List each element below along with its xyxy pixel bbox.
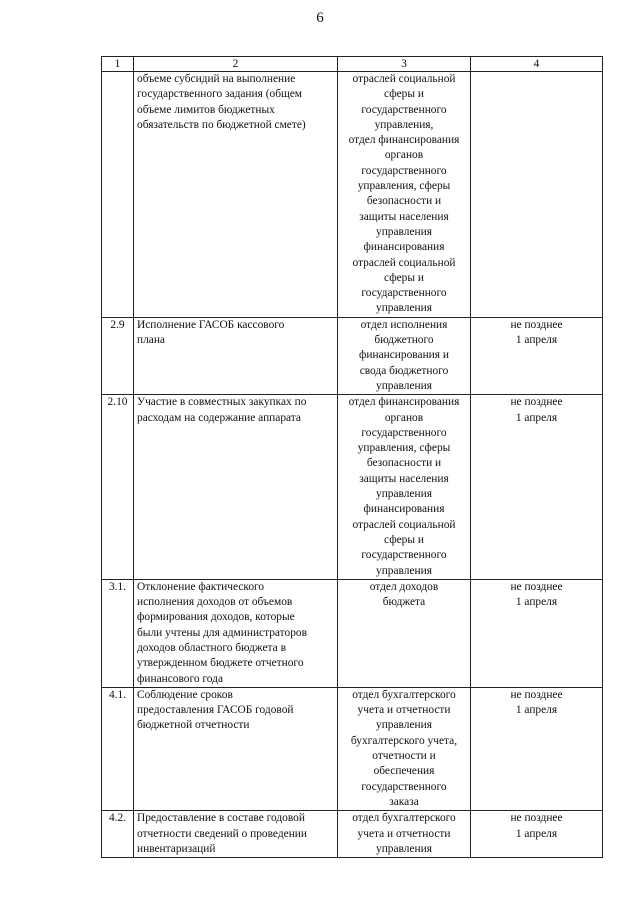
indicator-cell-line: доходов областного бюджета в (137, 641, 286, 654)
indicator-cell (134, 395, 338, 580)
column-header: 4 (471, 57, 603, 72)
deadline-cell-line: 1 апреля (515, 411, 558, 424)
department-cell-line: управления, (374, 118, 434, 131)
indicator-cell-line: исполнения доходов от объемов (137, 596, 293, 609)
indicator-cell-line: Отклонение фактического (137, 580, 265, 593)
indicator-cell-line: объеме субсидий на выполнение (137, 73, 296, 85)
department-cell (338, 317, 471, 394)
row-number: 2.10 (102, 395, 134, 580)
deadline-cell-line: 1 апреля (515, 334, 558, 347)
column-header: 1 (102, 57, 134, 72)
indicator-cell-line: государственного задания (общем (137, 88, 303, 101)
department-cell-line: государственного (361, 549, 447, 562)
department-cell (338, 395, 471, 580)
deadline-cell (471, 687, 603, 810)
table-header-row (102, 57, 603, 72)
table-row (102, 395, 603, 580)
page-number: 6 (316, 10, 324, 26)
department-cell-line: отдел доходов (369, 580, 439, 593)
department-cell-line: управления (376, 719, 432, 732)
department-cell-line: управления (376, 488, 432, 501)
indicator-cell (134, 687, 338, 810)
indicator-cell-line: финансового года (137, 672, 224, 685)
indicator-cell (134, 579, 338, 687)
indicator-cell-line: инвентаризаций (137, 842, 216, 855)
department-cell-line: управления (376, 302, 432, 315)
department-cell-line: безопасности и (366, 195, 442, 208)
department-cell-line: учета и отчетности (357, 704, 451, 717)
department-cell-line: органов (384, 411, 424, 424)
department-cell-line: заказа (389, 795, 419, 808)
column-header: 3 (338, 57, 471, 72)
deadline-cell (471, 579, 603, 687)
indicator-cell-line: расходам на содержание аппарата (137, 411, 301, 424)
row-number (102, 72, 134, 318)
indicator-cell-line: отчетности сведений о проведении (137, 827, 307, 840)
indicator-cell-line: обязательств по бюджетной смете) (137, 118, 306, 131)
department-cell-line: защиты населения (359, 210, 449, 223)
department-cell (338, 579, 471, 687)
department-cell-line: государственного (361, 103, 447, 116)
row-number: 4.2. (102, 811, 134, 858)
table-row (102, 579, 603, 687)
indicator-cell-line: Предоставление в составе годовой (137, 812, 305, 825)
indicator-cell-line: предоставления ГАСОБ годовой (137, 704, 294, 717)
table-row (102, 687, 603, 810)
indicator-cell (134, 317, 338, 394)
department-cell (338, 811, 471, 858)
indicator-cell-line: формирования доходов, которые (137, 611, 295, 624)
indicator-cell-line: были учтены для администраторов (137, 626, 307, 639)
department-cell-line: управления (376, 379, 432, 392)
department-cell-line: отдел финансирования (348, 396, 460, 409)
department-cell-line: финансирования (363, 503, 445, 516)
department-cell-line: финансирования (363, 241, 445, 254)
deadline-cell-line: не позднее (510, 580, 563, 593)
department-cell-line: сферы и (384, 88, 424, 101)
deadline-cell (471, 395, 603, 580)
deadline-cell-line: не позднее (510, 396, 563, 409)
department-cell-line: обеспечения (373, 765, 435, 778)
indicator-cell-line: объеме лимитов бюджетных (137, 103, 275, 116)
indicator-cell-line: Участие в совместных закупках по (137, 396, 307, 409)
indicator-cell-line: бюджетной отчетности (137, 719, 250, 732)
deadline-cell-line: 1 апреля (515, 827, 558, 840)
department-cell-line: бюджета (382, 596, 426, 609)
department-cell-line: отдел финансирования (348, 134, 460, 147)
row-number: 4.1. (102, 687, 134, 810)
department-cell-line: свода бюджетного (359, 364, 449, 377)
department-cell (338, 72, 471, 318)
department-cell-line: органов (384, 149, 424, 162)
department-cell-line: сферы и (384, 271, 424, 284)
indicator-cell-line: Соблюдение сроков (137, 688, 233, 701)
deadline-cell-line: не позднее (510, 688, 563, 701)
department-cell-line: государственного (361, 164, 447, 177)
department-cell-line: государственного (361, 426, 447, 439)
indicator-cell-line: утвержденном бюджете отчетного (137, 657, 304, 670)
department-cell-line: управления (376, 564, 432, 577)
department-cell-line: бюджетного (374, 334, 434, 347)
department-cell-line: отраслей социальной (352, 256, 456, 269)
row-number: 3.1. (102, 579, 134, 687)
department-cell-line: государственного (361, 287, 447, 300)
table-row (102, 317, 603, 394)
department-cell-line: сферы и (384, 533, 424, 546)
column-header: 2 (134, 57, 338, 72)
table-row (102, 811, 603, 858)
deadline-cell-line: 1 апреля (515, 704, 558, 717)
department-cell-line: управления, сферы (357, 180, 451, 193)
indicator-cell (134, 72, 338, 318)
department-cell-line: учета и отчетности (357, 827, 451, 840)
department-cell-line: управления (376, 225, 432, 238)
deadline-cell-line: 1 апреля (515, 596, 558, 609)
department-cell-line: бухгалтерского учета, (350, 734, 458, 747)
department-cell-line: государственного (361, 780, 447, 793)
deadline-cell-line: не позднее (510, 318, 563, 331)
report-table (101, 56, 603, 858)
department-cell-line: отраслей социальной (352, 73, 456, 85)
department-cell-line: защиты населения (359, 472, 449, 485)
deadline-cell (471, 72, 603, 318)
department-cell-line: отдел бухгалтерского (352, 688, 456, 701)
indicator-cell-line: Исполнение ГАСОБ кассового (137, 318, 285, 331)
department-cell-line: управления (376, 842, 432, 855)
department-cell-line: управления, сферы (357, 442, 451, 455)
deadline-cell (471, 317, 603, 394)
department-cell-line: отраслей социальной (352, 518, 456, 531)
department-cell-line: отдел бухгалтерского (352, 812, 456, 825)
department-cell-line: финансирования и (359, 349, 449, 362)
department-cell-line: безопасности и (366, 457, 442, 470)
deadline-cell (471, 811, 603, 858)
indicator-cell (134, 811, 338, 858)
department-cell (338, 687, 471, 810)
indicator-cell-line: плана (137, 334, 165, 347)
department-cell-line: отдел исполнения (360, 318, 448, 331)
row-number: 2.9 (102, 317, 134, 394)
table-row (102, 72, 603, 318)
department-cell-line: отчетности и (372, 750, 436, 763)
deadline-cell-line: не позднее (510, 812, 563, 825)
